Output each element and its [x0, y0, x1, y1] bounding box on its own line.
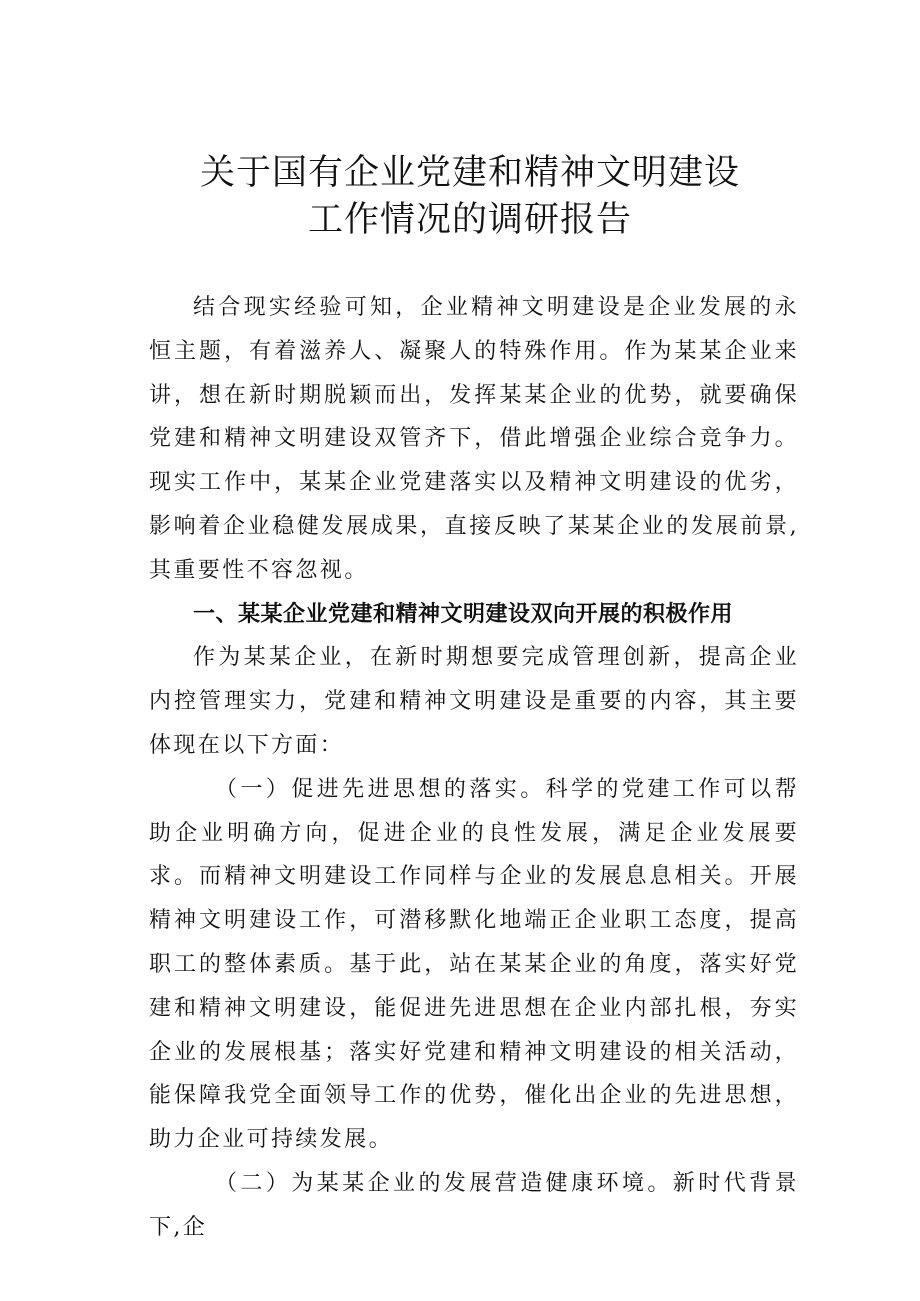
section-heading-1: 一、某某企业党建和精神文明建设双向开展的积极作用 [193, 601, 734, 627]
title-line-2: 工作情况的调研报告 [307, 200, 632, 240]
document-body [149, 286, 799, 1250]
subsection-2-paragraph: （二）为某某企业的发展营造健康环境。新时代背景下,企 [149, 1170, 799, 1240]
document-title [120, 150, 820, 244]
title-line-1: 关于国有企业党建和精神文明建设 [199, 153, 740, 193]
subsection-1-paragraph: （一）促进先进思想的落实。科学的党建工作可以帮助企业明确方向，促进企业的良性发展，满足企业发展要求。而精神文明建设工作同样与企业的发展息息相关。开展精神文明建设工作，可潜移默化地端正企业职工态度，提高职工的整体素质。基于此，站在某某企业的角度，落实好党建和精神文明建设，能促进先进思想在企业内部扎根，夯实企业的发展根基；落实好党建和精神文明建设的相关活动，能保障我党全面领导工作的优势，催化出企业的先进思想，助力企业可持续发展。 [149, 776, 799, 1153]
section-1-paragraph: 作为某某企业，在新时期想要完成管理创新，提高企业内控管理实力，党建和精神文明建设是重要的内容，其主要体现在以下方面： [149, 645, 799, 758]
intro-paragraph: 结合现实经验可知，企业精神文明建设是企业发展的永恒主题，有着滋养人、凝聚人的特殊作用。作为某某企业来讲，想在新时期脱颖而出，发挥某某企业的优势，就要确保党建和精神文明建设双管齐下，借此增强企业综合竞争力。现实工作中，某某企业党建落实以及精神文明建设的优劣，影响着企业稳健发展成果，直接反映了某某企业的发展前景,其重要性不容忽视。 [149, 295, 799, 583]
